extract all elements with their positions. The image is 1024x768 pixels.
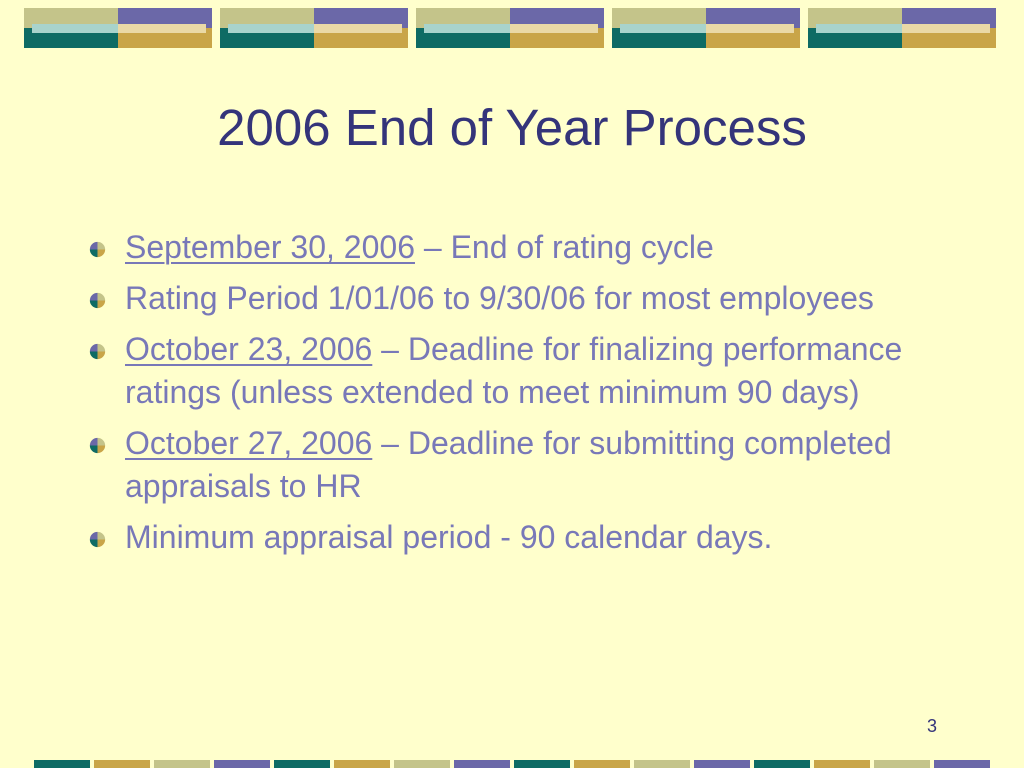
band-segment	[874, 760, 930, 768]
quarter-circle-bullet-icon	[89, 531, 106, 548]
bullet-item	[87, 226, 907, 269]
date-link[interactable]: October 27, 2006	[125, 425, 373, 461]
band-tile	[612, 8, 800, 48]
bullet-text: – Deadline for submitting completed appraisals to HR	[125, 425, 892, 504]
bullet-text: Minimum appraisal period - 90 calendar days.	[125, 519, 773, 555]
band-segment	[454, 760, 510, 768]
quarter-circle-bullet-icon	[89, 437, 106, 454]
band-segment	[334, 760, 390, 768]
quarter-circle-bullet-icon	[89, 241, 106, 258]
bullet-text: Rating Period 1/01/06 to 9/30/06 for most employees	[125, 280, 874, 316]
band-segment	[514, 760, 570, 768]
page-number: 3	[926, 716, 937, 736]
band-segment	[934, 760, 990, 768]
date-link[interactable]: October 23, 2006	[125, 331, 373, 367]
band-segment	[754, 760, 810, 768]
bullet-item	[87, 516, 907, 559]
bottom-decorative-band	[34, 760, 1024, 768]
band-segment	[574, 760, 630, 768]
band-segment	[634, 760, 690, 768]
band-segment	[274, 760, 330, 768]
bullet-text: – End of rating cycle	[414, 229, 714, 265]
top-decorative-band	[24, 8, 1000, 48]
quarter-circle-bullet-icon	[89, 343, 106, 360]
band-segment	[34, 760, 90, 768]
band-tile	[24, 8, 212, 48]
band-segment	[94, 760, 150, 768]
band-tile	[220, 8, 408, 48]
bullet-list	[87, 226, 907, 567]
bullet-item	[87, 328, 907, 414]
band-tile	[416, 8, 604, 48]
slide-title: 2006 End of Year Process	[217, 99, 807, 156]
bullet-text: – Deadline for finalizing performance ratings (unless extended to meet minimum 90 days)	[125, 331, 903, 410]
band-segment	[694, 760, 750, 768]
band-segment	[214, 760, 270, 768]
band-tile	[808, 8, 996, 48]
quarter-circle-bullet-icon	[89, 292, 106, 309]
band-segment	[154, 760, 210, 768]
date-link[interactable]: September 30, 2006	[125, 229, 415, 265]
bullet-item	[87, 422, 907, 508]
band-segment	[814, 760, 870, 768]
band-segment	[394, 760, 450, 768]
bullet-item	[87, 277, 907, 320]
